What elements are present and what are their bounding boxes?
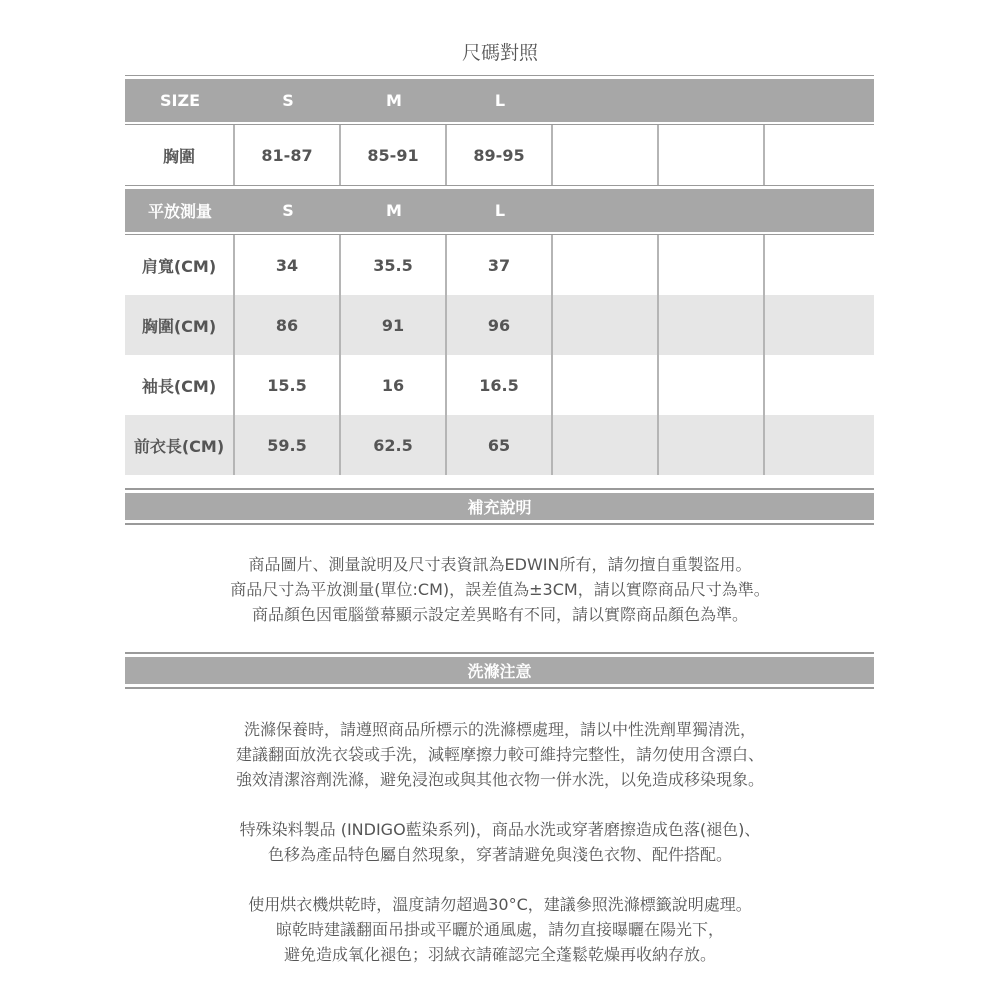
cell-s: 59.5	[235, 415, 341, 475]
washing-notes	[0, 717, 1000, 967]
flat-header-label: 平放測量	[147, 202, 212, 221]
supplement-bar: 補充說明	[125, 493, 874, 520]
washing-line: 強效清潔溶劑洗滌，避免浸泡或與其他衣物一併水洗，以免造成移染現象。	[235, 770, 764, 789]
cell-s: 34	[235, 235, 341, 295]
cell-empty-2	[659, 415, 765, 475]
supplement-line: 商品尺寸為平放測量(單位:CM)，誤差值為±3CM，請以實際商品尺寸為準。	[230, 580, 770, 599]
size-header-empty-3	[765, 79, 872, 122]
size-header-empty-1	[553, 79, 659, 122]
flat-header-s: S	[282, 201, 294, 220]
cell-m: 85-91	[341, 125, 447, 185]
cell-empty-2	[659, 355, 765, 415]
cell-empty-3	[765, 415, 872, 475]
cell-empty-2	[659, 125, 765, 185]
flat-header-l: L	[494, 201, 506, 220]
cell-l: 37	[447, 235, 553, 295]
cell-m: 62.5	[341, 415, 447, 475]
supplement-line: 商品圖片、測量說明及尺寸表資訊為EDWIN所有，請勿擅自重製盜用。	[248, 555, 752, 574]
washing-paragraph	[0, 717, 1000, 792]
washing-line: 色移為產品特色屬自然現象，穿著請避免與淺色衣物、配件搭配。	[267, 845, 732, 864]
size-header-empty-2	[659, 79, 765, 122]
supplement-bottom-rule	[125, 523, 874, 525]
supplement-line: 商品顏色因電腦螢幕顯示設定差異略有不同，請以實際商品顏色為準。	[251, 605, 748, 624]
row-label: 胸圍(CM)	[125, 295, 235, 355]
table-row-sleeve	[125, 355, 874, 415]
cell-empty-3	[765, 355, 872, 415]
cell-l: 65	[447, 415, 553, 475]
size-header-s: S	[282, 91, 294, 110]
table-row-shoulder	[125, 235, 874, 295]
size-header-l: L	[494, 91, 506, 110]
cell-empty-1	[553, 235, 659, 295]
cell-empty-1	[553, 415, 659, 475]
cell-empty-3	[765, 125, 872, 185]
table-row-front-length	[125, 415, 874, 475]
supplement-notes	[0, 552, 1000, 627]
washing-bar: 洗滌注意	[125, 657, 874, 684]
row-label: 袖長(CM)	[125, 355, 235, 415]
washing-paragraph	[0, 817, 1000, 867]
washing-paragraph	[0, 892, 1000, 967]
row-label: 肩寬(CM)	[125, 235, 235, 295]
flat-header-empty-3	[765, 189, 872, 232]
cell-empty-3	[765, 235, 872, 295]
cell-s: 15.5	[235, 355, 341, 415]
cell-s: 86	[235, 295, 341, 355]
size-header-row	[125, 79, 874, 122]
cell-l: 96	[447, 295, 553, 355]
washing-section	[125, 652, 874, 689]
size-chart-table	[125, 75, 874, 475]
washing-line: 特殊染料製品 (INDIGO藍染系列)，商品水洗或穿著磨擦造成色落(褪色)、	[239, 820, 761, 839]
washing-line: 建議翻面放洗衣袋或手洗，減輕摩擦力較可維持完整性，請勿使用含漂白、	[235, 745, 764, 764]
cell-empty-1	[553, 295, 659, 355]
table-row-chest	[125, 125, 874, 185]
flat-measure-header-row	[125, 189, 874, 232]
washing-line: 使用烘衣機烘乾時，溫度請勿超過30°C，建議參照洗滌標籤說明處理。	[248, 895, 752, 914]
washing-bottom-rule	[125, 687, 874, 689]
supplement-section	[125, 488, 874, 525]
cell-l: 89-95	[447, 125, 553, 185]
row-label: 前衣長(CM)	[125, 415, 235, 475]
cell-empty-1	[553, 355, 659, 415]
flat-header-empty-1	[553, 189, 659, 232]
row-label: 胸圍	[125, 125, 235, 185]
washing-line: 晾乾時建議翻面吊掛或平曬於通風處，請勿直接曝曬在陽光下，	[275, 920, 724, 939]
washing-line: 洗滌保養時，請遵照商品所標示的洗滌標處理，請以中性洗劑單獨清洗，	[243, 720, 756, 739]
size-header-label: SIZE	[159, 91, 200, 110]
cell-m: 16	[341, 355, 447, 415]
cell-m: 35.5	[341, 235, 447, 295]
cell-empty-3	[765, 295, 872, 355]
flat-header-m: M	[386, 201, 402, 220]
cell-l: 16.5	[447, 355, 553, 415]
size-header-m: M	[386, 91, 402, 110]
cell-s: 81-87	[235, 125, 341, 185]
cell-m: 91	[341, 295, 447, 355]
table-row-chest-cm	[125, 295, 874, 355]
flat-header-empty-2	[659, 189, 765, 232]
cell-empty-1	[553, 125, 659, 185]
page-title: 尺碼對照	[461, 42, 538, 64]
washing-line: 避免造成氧化褪色；羽絨衣請確認完全蓬鬆乾燥再收納存放。	[283, 945, 716, 964]
cell-empty-2	[659, 295, 765, 355]
cell-empty-2	[659, 235, 765, 295]
